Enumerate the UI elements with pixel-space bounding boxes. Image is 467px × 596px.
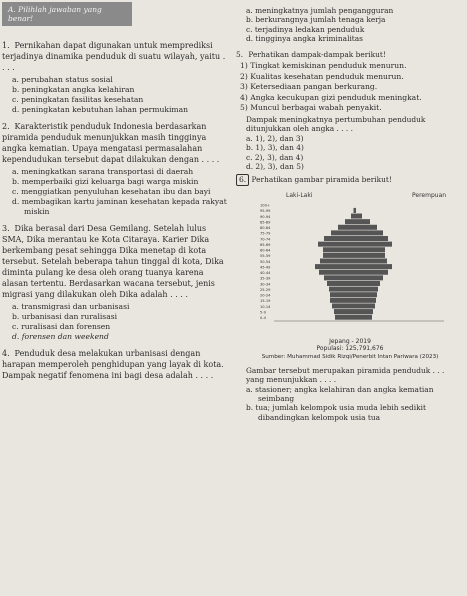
bar-male-50-54 [320, 258, 354, 263]
question-3-options [2, 302, 230, 342]
age-label: 40-44 [260, 270, 271, 275]
age-label: 70-74 [260, 237, 271, 242]
option-b[interactable]: b. memperbaiki gizi keluarga bagi warga miskin [12, 177, 199, 186]
bar-male-75-79 [331, 230, 354, 235]
question-number: 2. [2, 122, 10, 131]
chart-country: Jepang - 2019 [329, 337, 371, 345]
option-c[interactable]: c. ruralisasi dan forensen [12, 322, 111, 331]
option-a[interactable]: a. perubahan status sosial [12, 75, 113, 84]
question-number: 6. [236, 174, 249, 185]
statement-3: 3) Ketersediaan pangan berkurang. [240, 82, 378, 92]
bar-female-15-19 [354, 298, 376, 303]
bar-female-0-4 [354, 315, 372, 320]
question-5-statements [236, 61, 464, 113]
question-number: 3. [2, 224, 10, 233]
question-6-options [236, 385, 464, 423]
age-label: 15-19 [260, 298, 271, 303]
bar-female-65-69 [354, 241, 392, 246]
option-b[interactable]: b. berkurangnya jumlah tenaga kerja [246, 15, 386, 25]
bar-male-45-49 [315, 264, 354, 269]
question-text: Perhatikan dampak-dampak berikut! [248, 49, 386, 59]
question-6-prompt: Gambar tersebut merupakan piramida penduduk . . . yang menunjukkan . . . . [246, 365, 445, 385]
age-label: 85-89 [260, 220, 271, 225]
option-a[interactable]: a. 1), 2), dan 3) [246, 133, 304, 143]
bar-male-70-74 [324, 236, 354, 241]
question-2-options [2, 167, 230, 217]
option-b[interactable]: b. peningkatan angka kelahiran [12, 85, 135, 94]
age-label: 45-49 [260, 265, 271, 270]
legend-male: Laki-Laki [286, 191, 313, 199]
pyramid-bars [260, 203, 444, 320]
age-label: 20-24 [260, 293, 271, 298]
age-label: 30-34 [260, 282, 271, 287]
pyramid-svg [254, 188, 454, 338]
bar-female-80-84 [354, 225, 377, 230]
age-label: 0-4 [260, 315, 266, 320]
question-2 [2, 121, 230, 165]
bar-male-5-9 [334, 309, 354, 314]
statement-2: 2) Kualitas kesehatan penduduk menurun. [240, 71, 404, 81]
chart-population: Populasi: 125,791,676 [316, 344, 384, 352]
age-label: 65-69 [260, 242, 271, 247]
section-header: A. Pilihlah jawaban yang benar! [2, 2, 132, 26]
bar-male-35-39 [324, 275, 354, 280]
option-d[interactable]: d. 2), 3), dan 5) [246, 162, 304, 172]
bar-female-85-89 [354, 219, 370, 224]
option-c[interactable]: c. 2), 3), dan 4) [246, 152, 304, 162]
question-number: 4. [2, 349, 10, 358]
statement-5: 5) Muncul berbagai wabah penyakit. [240, 103, 382, 113]
question-6 [236, 174, 464, 185]
option-c[interactable]: c. terjadinya ledakan penduduk [246, 24, 365, 34]
question-number: 1. [2, 41, 10, 50]
question-3 [2, 223, 230, 300]
bar-female-60-64 [354, 247, 385, 252]
bar-female-70-74 [354, 236, 388, 241]
bar-female-95-99 [354, 208, 356, 213]
age-label: 25-29 [260, 287, 271, 292]
option-b[interactable]: b. tua; jumlah kelompok usia muda lebih sedikit dibandingkan kelompok usia tua [246, 403, 426, 422]
bar-female-90-94 [354, 213, 362, 218]
bar-female-55-59 [354, 253, 385, 258]
question-5-options [236, 134, 464, 172]
question-text: Dika berasal dari Desa Gemilang. Setelah lulus SMA, Dika merantau ke Kota Citaraya. Karier Dika berkembang pesat sehingga Dika menetap di kota tersebut. Setelah beberapa tahun tinggal di kota, Dika diminta pulang ke desa oleh orang tuanya karena alasan tertentu. Berdasarkan wacana tersebut, jenis migrasi yang dilakukan oleh Dika adalah . . . . [2, 224, 224, 299]
left-column [2, 2, 230, 383]
chart-caption [236, 338, 464, 352]
option-b[interactable]: b. 1), 3), dan 4) [246, 143, 304, 153]
question-number: 5. [236, 49, 244, 59]
bar-male-85-89 [345, 219, 354, 224]
age-label: 5-9 [260, 310, 266, 315]
age-label: 35-39 [260, 276, 271, 281]
bar-male-40-44 [319, 270, 354, 275]
age-label: 95-99 [260, 209, 271, 214]
bar-male-15-19 [330, 298, 354, 303]
question-5-prompt: Dampak meningkatnya pertumbuhan penduduk ditunjukkan oleh angka . . . . [246, 115, 426, 134]
option-d[interactable]: d. tingginya angka kriminalitas [246, 34, 363, 44]
bar-male-10-14 [332, 303, 354, 308]
bar-male-95-99 [354, 208, 355, 213]
option-c[interactable]: c. menggiatkan penyuluhan kesehatan ibu dan bayi [12, 187, 211, 196]
option-c[interactable]: c. peningkatan fasilitas kesehatan [12, 95, 144, 104]
bar-male-80-84 [338, 225, 354, 230]
question-4 [2, 348, 230, 381]
bar-female-25-29 [354, 286, 378, 291]
population-pyramid-chart [254, 188, 454, 338]
age-label: 50-54 [260, 259, 271, 264]
bar-female-20-24 [354, 292, 377, 297]
question-text: Penduduk desa melakukan urbanisasi dengan harapan memperoleh penghidupan yang layak di kota. Dampak negatif fenomena ini bagi desa adalah . . . . [2, 349, 224, 380]
bar-male-60-64 [323, 247, 354, 252]
bar-male-30-34 [327, 281, 354, 286]
age-label: 60-64 [260, 248, 271, 253]
question-text: Perhatikan gambar piramida berikut! [251, 175, 392, 185]
bar-female-5-9 [354, 309, 373, 314]
bar-male-65-69 [318, 241, 354, 246]
statement-4: 4) Angka kecukupan gizi penduduk meningkat. [240, 92, 422, 102]
question-1 [2, 40, 230, 73]
statement-1: 1) Tingkat kemiskinan penduduk menurun. [240, 61, 407, 71]
option-a[interactable]: a. transmigrasi dan urbanisasi [12, 302, 130, 311]
question-5 [236, 50, 464, 59]
option-a[interactable]: a. stasioner; angka kelahiran dan angka kematian seimbang [246, 384, 434, 404]
bar-female-75-79 [354, 230, 383, 235]
bar-female-45-49 [354, 264, 392, 269]
chart-source: Sumber: Muhammad Sidik Rizqi/Penerbit Intan Pariwara (2023) [261, 353, 439, 360]
bar-female-40-44 [354, 270, 388, 275]
option-d[interactable]: d. forensen dan weekend [12, 332, 109, 341]
option-d[interactable]: d. membagikan kartu jaminan kesehatan kepada rakyat miskin [12, 197, 227, 216]
bar-male-25-29 [329, 286, 354, 291]
question-text: Pernikahan dapat digunakan untuk memprediksi terjadinya dinamika penduduk di suatu wilayah, yaitu . . . . [2, 41, 226, 72]
bar-male-20-24 [330, 292, 354, 297]
bar-male-90-94 [351, 213, 354, 218]
legend-female: Perempuan [412, 191, 447, 199]
bar-male-0-4 [335, 315, 354, 320]
option-a[interactable]: a. meningkatkan sarana transportasi di daerah [12, 167, 194, 176]
option-a[interactable]: a. meningkatnya jumlah pengangguran [246, 6, 394, 15]
age-label: 80-84 [260, 225, 271, 230]
age-label: 90-94 [260, 214, 271, 219]
age-label: 10-14 [260, 304, 271, 309]
bar-female-30-34 [354, 281, 380, 286]
question-1-options [2, 75, 230, 115]
bar-male-55-59 [323, 253, 354, 258]
age-label: 75-79 [260, 231, 271, 236]
age-label: 100+ [260, 203, 270, 208]
bar-female-50-54 [354, 258, 387, 263]
question-4-options [236, 6, 464, 44]
bar-female-35-39 [354, 275, 383, 280]
age-label: 55-59 [260, 254, 271, 259]
option-d[interactable]: d. peningkatan kebutuhan lahan permukiman [12, 105, 189, 114]
option-b[interactable]: b. urbanisasi dan ruralisasi [12, 312, 118, 321]
question-text: Karakteristik penduduk Indonesia berdasarkan piramida penduduk menunjukkan masih tingginya angka kematian. Upaya mengatasi permasalahan kependudukan tersebut dapat dilakukan dengan . . . . [2, 122, 220, 164]
bar-female-10-14 [354, 303, 375, 308]
right-column [236, 2, 464, 422]
